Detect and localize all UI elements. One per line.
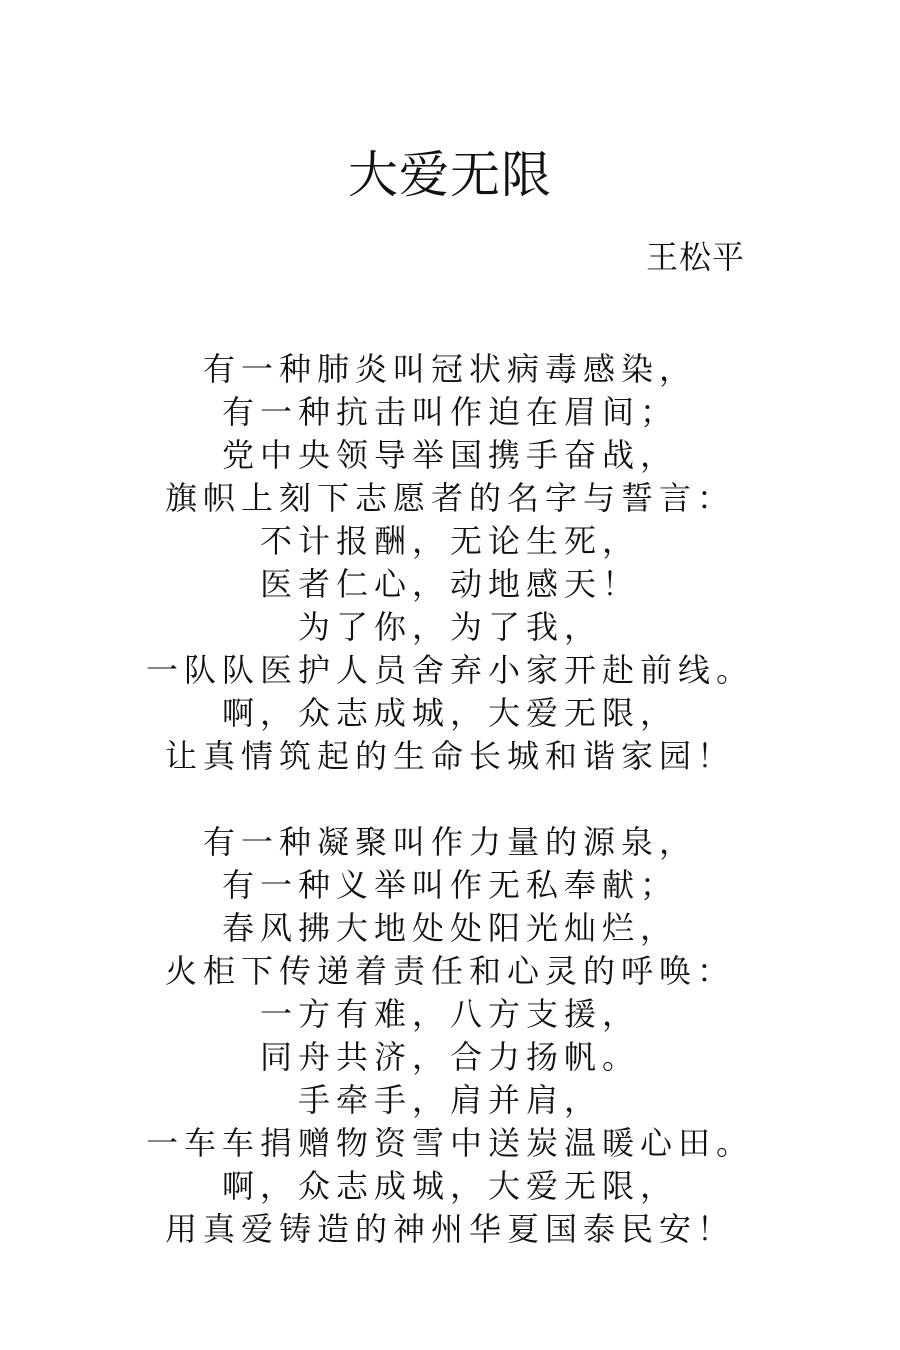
poem-line: 有一种抗击叫作迫在眉间； — [221, 393, 678, 431]
poem-line: 一车车捐赠物资雪中送炭温暖心田。 — [145, 1124, 754, 1162]
poem-line: 一方有难，八方支援， — [259, 995, 640, 1033]
poem-line: 让真情筑起的生命长城和谐家园！ — [164, 737, 735, 775]
poem-line: 有一种肺炎叫冠状病毒感染， — [202, 350, 697, 388]
poem-line: 用真爱铸造的神州华夏国泰民安！ — [164, 1210, 735, 1248]
poem-line: 啊，众志成城，大爱无限， — [221, 1167, 678, 1205]
poem-line: 医者仁心，动地感天！ — [259, 565, 640, 603]
stanza-2 — [0, 821, 900, 1251]
poem-line: 同舟共济，合力扬帆。 — [259, 1038, 640, 1076]
stanza-1 — [0, 348, 900, 778]
poem-line: 为了你，为了我， — [297, 608, 602, 646]
poem-line: 有一种义举叫作无私奉献； — [221, 866, 678, 904]
poem-line: 手牵手，肩并肩， — [297, 1081, 602, 1119]
poem-line: 不计报酬，无论生死， — [259, 522, 640, 560]
poem-line: 一队队医护人员舍弃小家开赴前线。 — [145, 651, 754, 689]
poem-line: 有一种凝聚叫作力量的源泉， — [202, 823, 697, 861]
poem-line: 旗帜上刻下志愿者的名字与誓言： — [164, 479, 735, 517]
poem-line: 火柜下传递着责任和心灵的呼唤： — [164, 952, 735, 990]
poem-line: 党中央领导举国携手奋战， — [221, 436, 678, 474]
poem-author: 王松平 — [646, 238, 746, 276]
poem-line: 春风拂大地处处阳光灿烂， — [221, 909, 678, 947]
poem-line: 啊，众志成城，大爱无限， — [221, 694, 678, 732]
poem-title: 大爱无限 — [348, 146, 552, 204]
